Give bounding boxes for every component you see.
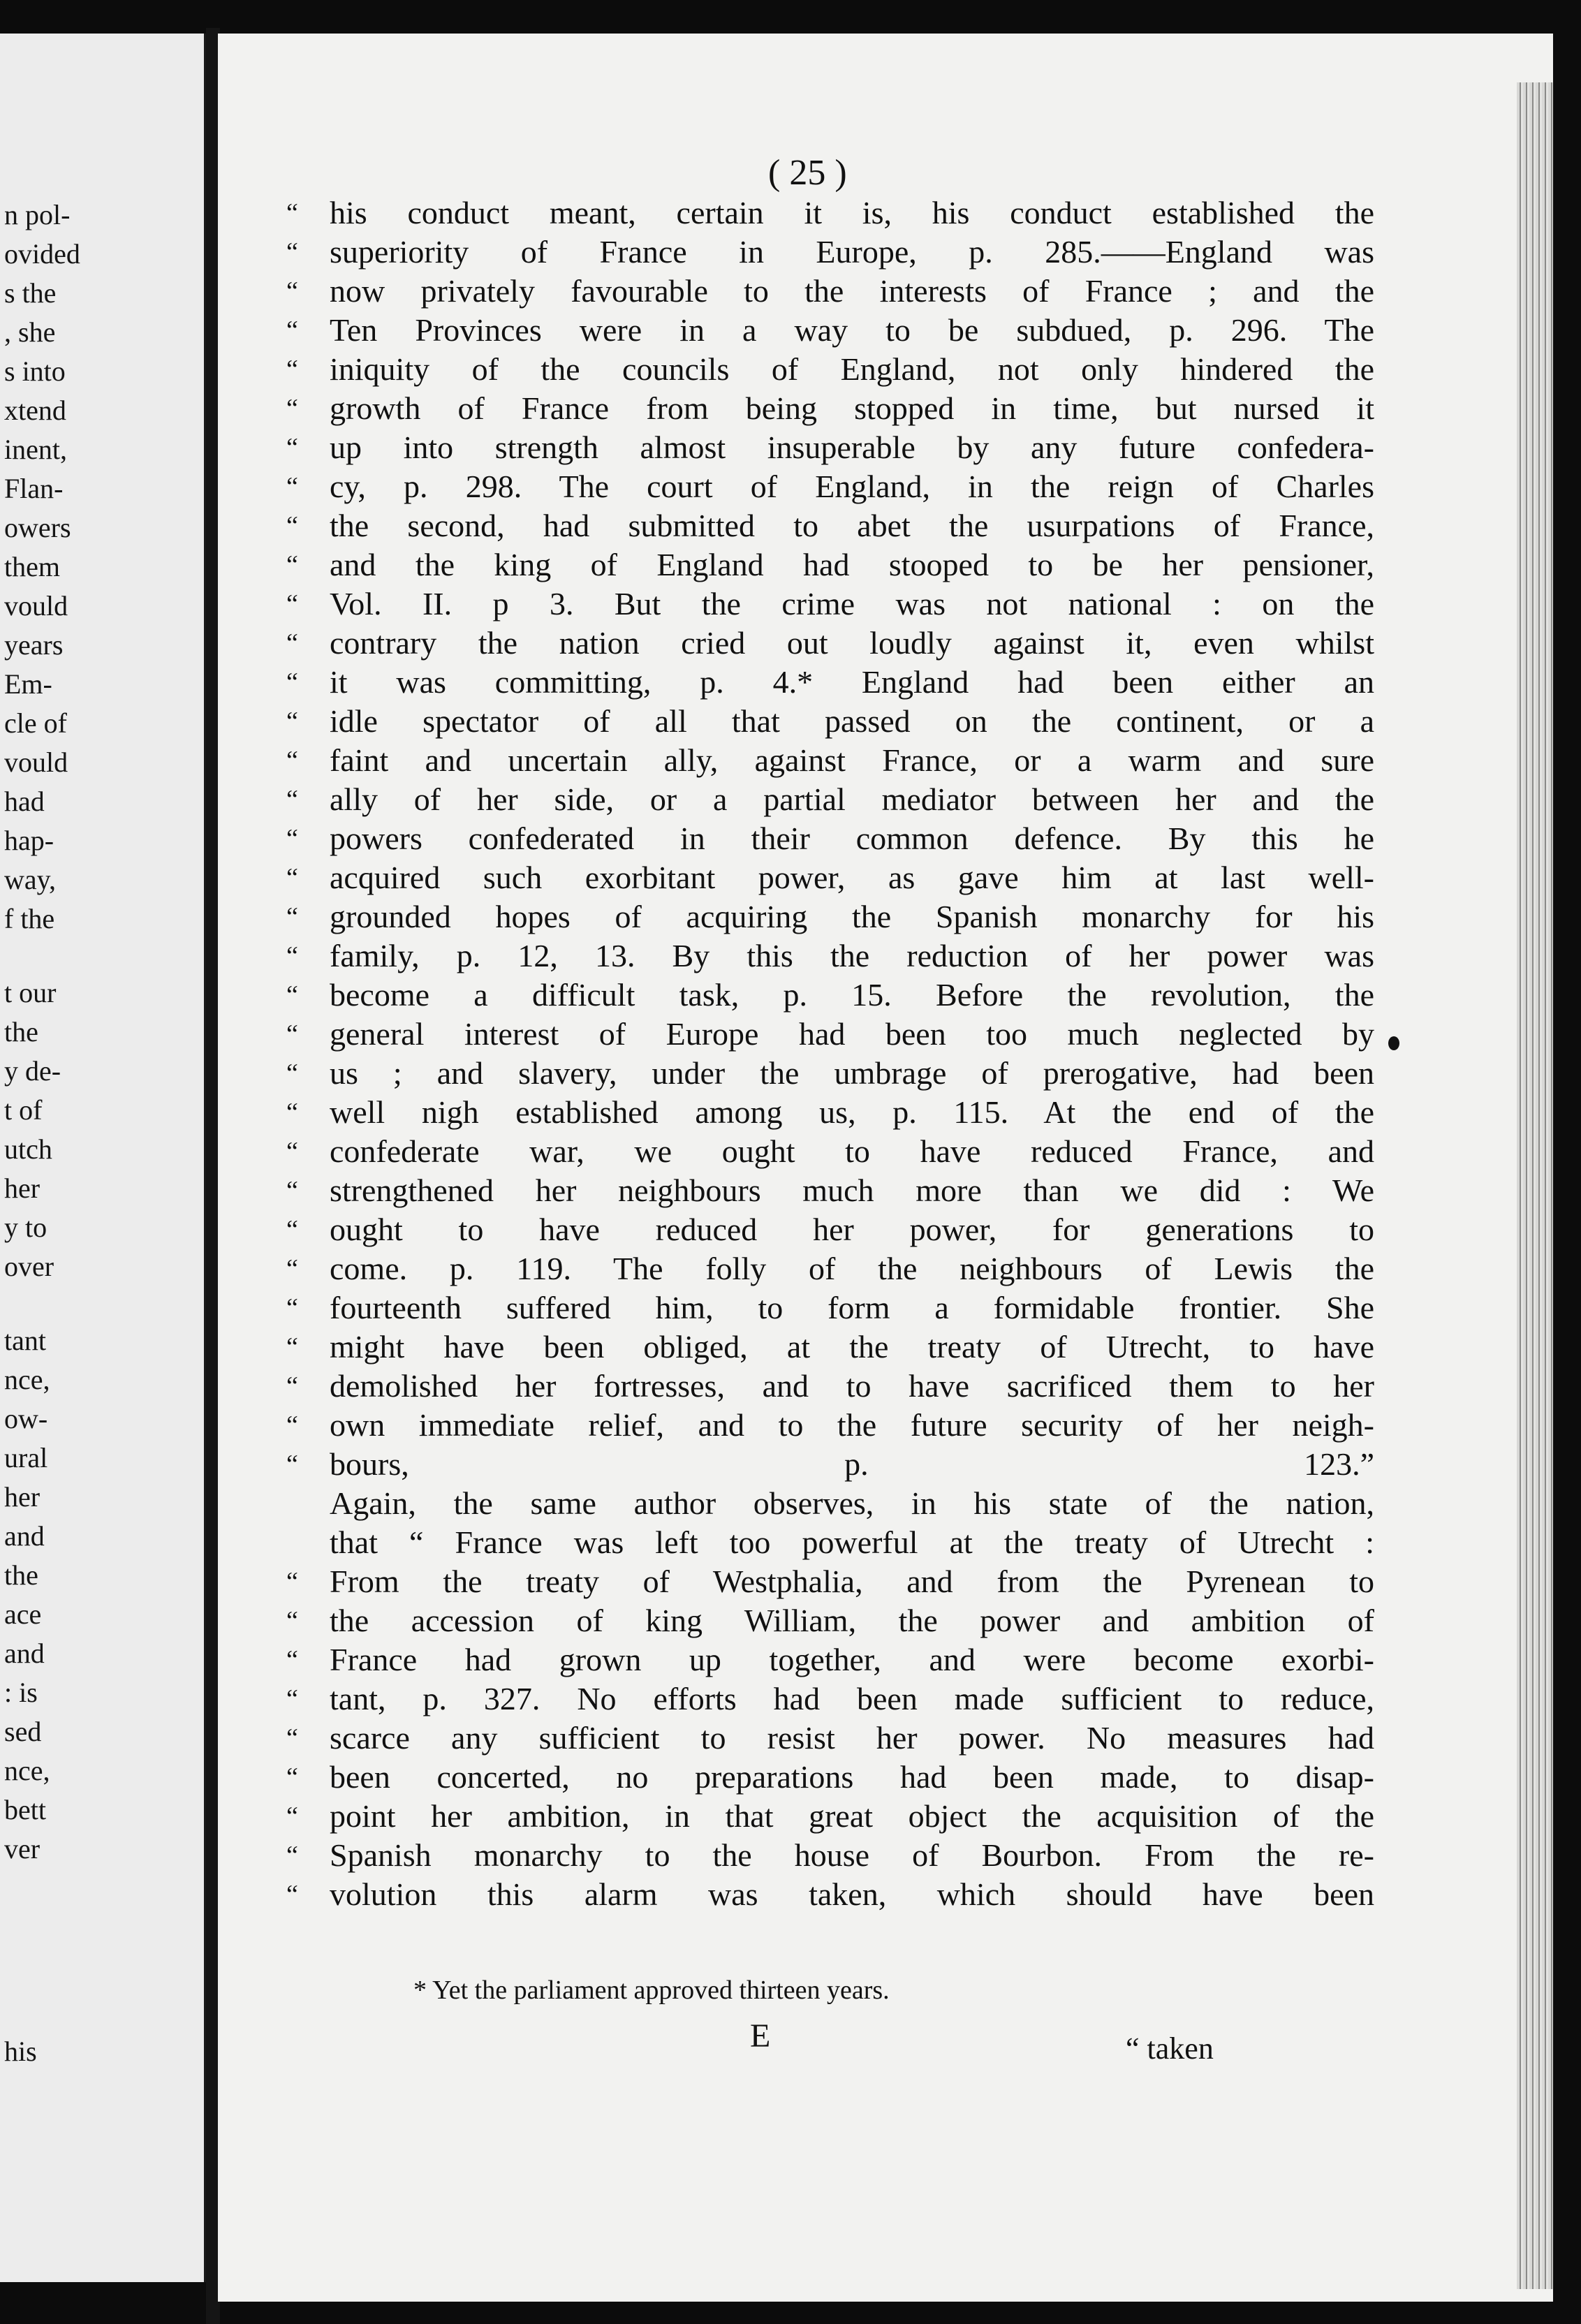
line-text: his conduct meant, certain it is, his conduct established the xyxy=(330,195,1374,230)
line-text: demolished her fortresses, and to have sacrificed them to her xyxy=(330,1368,1374,1404)
text-line xyxy=(286,1758,1374,1796)
line-text: contrary the nation cried out loudly against it, even whilst xyxy=(330,625,1374,661)
text-line xyxy=(286,194,1374,232)
catchword: “ taken xyxy=(1126,2031,1214,2066)
left-page-fragment-text: t of xyxy=(4,1094,43,1126)
quote-mark: “ xyxy=(286,941,298,971)
left-page-fragment-text: and xyxy=(4,1638,45,1669)
line-text: the second, had submitted to abet the usurpations of France, xyxy=(330,508,1374,543)
text-line xyxy=(286,1602,1374,1640)
left-page-fragment-text: f the xyxy=(4,903,55,934)
margin-mark xyxy=(1388,1036,1399,1050)
line-text: well nigh established among us, p. 115. At the end of the xyxy=(330,1094,1374,1130)
text-line xyxy=(286,546,1374,584)
page-edge xyxy=(1517,82,1553,2289)
quote-mark: “ xyxy=(286,1606,298,1635)
quote-mark: “ xyxy=(286,1332,298,1362)
left-page-fragment-text: ace xyxy=(4,1598,42,1630)
text-line xyxy=(286,429,1374,466)
text-line xyxy=(286,1211,1374,1249)
quote-mark: “ xyxy=(286,1645,298,1675)
quote-mark: “ xyxy=(286,863,298,892)
text-line xyxy=(286,859,1374,897)
text-line xyxy=(286,1289,1374,1327)
left-page-fragment-text: his xyxy=(4,2036,37,2067)
text-line xyxy=(286,1054,1374,1092)
line-text: bours, p. 123.” xyxy=(330,1446,1374,1482)
line-text: Spanish monarchy to the house of Bourbon. From the re- xyxy=(330,1837,1374,1873)
left-page-fragment-text: s the xyxy=(4,277,57,309)
line-text: faint and uncertain ally, against France, or a warm and sure xyxy=(330,742,1374,778)
left-page-fragment-text: ural xyxy=(4,1442,48,1473)
line-text: strengthened her neighbours much more than we did : We xyxy=(330,1172,1374,1208)
line-text: ally of her side, or a partial mediator between her and the xyxy=(330,781,1374,817)
left-page-fragment-text: ovided xyxy=(4,238,80,270)
line-text: and the king of England had stooped to be her pensioner, xyxy=(330,547,1374,582)
quote-mark: “ xyxy=(286,1450,298,1479)
left-page-fragment-text: cle of xyxy=(4,707,67,739)
quote-mark: “ xyxy=(286,1802,298,1831)
text-line xyxy=(286,390,1374,427)
quote-mark: “ xyxy=(286,355,298,384)
quote-mark: “ xyxy=(286,1723,298,1753)
quote-mark: “ xyxy=(286,1098,298,1127)
text-line xyxy=(286,1446,1374,1483)
line-text: point her ambition, in that great object the acquisition of the xyxy=(330,1798,1374,1834)
line-text: become a difficult task, p. 15. Before the revolution, the xyxy=(330,977,1374,1013)
quote-mark: “ xyxy=(286,628,298,658)
left-page-fragment-text: : is xyxy=(4,1677,38,1708)
quote-mark: “ xyxy=(286,1763,298,1792)
quote-mark: “ xyxy=(286,707,298,736)
quote-mark: “ xyxy=(286,824,298,853)
quote-mark: “ xyxy=(286,1293,298,1323)
text-line xyxy=(286,1797,1374,1835)
quote-mark: “ xyxy=(286,316,298,345)
line-text: Ten Provinces were in a way to be subdued, p. 296. The xyxy=(330,312,1374,348)
quote-mark: “ xyxy=(286,1020,298,1049)
quote-mark: “ xyxy=(286,1841,298,1870)
left-page-fragment-text: had xyxy=(4,786,45,817)
quote-mark: “ xyxy=(286,550,298,580)
left-page-fragment-text: the xyxy=(4,1016,38,1047)
text-line xyxy=(286,976,1374,1014)
line-text: the accession of king William, the power and ambition of xyxy=(330,1603,1374,1638)
left-page-fragment-text: utch xyxy=(4,1133,52,1165)
line-text: France had grown up together, and were become exorbi- xyxy=(330,1642,1374,1677)
text-line xyxy=(286,1406,1374,1444)
quote-mark: “ xyxy=(286,589,298,619)
text-line xyxy=(286,624,1374,662)
quote-mark: “ xyxy=(286,1254,298,1284)
text-line xyxy=(286,1680,1374,1718)
line-text: iniquity of the councils of England, not only hindered the xyxy=(330,351,1374,387)
line-text: tant, p. 327. No efforts had been made sufficient to reduce, xyxy=(330,1681,1374,1716)
text-line xyxy=(330,1485,1374,1522)
left-page-fragment-text: , she xyxy=(4,316,56,348)
text-line xyxy=(286,351,1374,388)
left-page-fragment xyxy=(0,34,206,2282)
left-page-fragment-text: xtend xyxy=(4,395,66,426)
quote-mark: “ xyxy=(286,1684,298,1714)
line-text: Vol. II. p 3. But the crime was not national : on the xyxy=(330,586,1374,622)
quote-mark: “ xyxy=(286,1176,298,1205)
line-text: superiority of France in Europe, p. 285.——England was xyxy=(330,234,1374,270)
quote-mark: “ xyxy=(286,1411,298,1440)
line-text: cy, p. 298. The court of England, in the reign of Charles xyxy=(330,469,1374,504)
text-line xyxy=(286,1094,1374,1131)
left-page-fragment-text: y de- xyxy=(4,1055,61,1087)
left-page-fragment-text: sed xyxy=(4,1716,42,1747)
left-page-fragment-text: vould xyxy=(4,590,68,622)
left-page-fragment-text: owers xyxy=(4,512,71,543)
text-line xyxy=(286,742,1374,779)
text-line xyxy=(286,507,1374,545)
line-text: come. p. 119. The folly of the neighbours of Lewis the xyxy=(330,1251,1374,1286)
text-line xyxy=(286,663,1374,701)
line-text: acquired such exorbitant power, as gave him at last well- xyxy=(330,860,1374,895)
text-line xyxy=(286,1641,1374,1679)
line-text: confederate war, we ought to have reduced France, and xyxy=(330,1133,1374,1169)
line-text: it was committing, p. 4.* England had been either an xyxy=(330,664,1374,700)
left-page-fragment-text: t our xyxy=(4,977,57,1008)
left-page-fragment-text: nce, xyxy=(4,1755,50,1786)
quote-mark: “ xyxy=(286,746,298,775)
page-header: ( 25 ) xyxy=(768,153,847,193)
quote-mark: “ xyxy=(286,394,298,423)
left-page-fragment-text: over xyxy=(4,1251,54,1282)
text-line xyxy=(286,1837,1374,1874)
quote-mark: “ xyxy=(286,785,298,814)
left-page-fragment-text: Em- xyxy=(4,668,52,700)
text-line xyxy=(286,1172,1374,1209)
text-line xyxy=(286,272,1374,310)
left-page-fragment-text: inent, xyxy=(4,434,67,465)
left-page-fragment-text: ver xyxy=(4,1833,41,1865)
quote-mark: “ xyxy=(286,1371,298,1401)
line-text: been concerted, no preparations had been made, to disap- xyxy=(330,1759,1374,1795)
line-text: grounded hopes of acquiring the Spanish monarchy for his xyxy=(330,899,1374,934)
line-text: own immediate relief, and to the future security of her neigh- xyxy=(330,1407,1374,1443)
text-line xyxy=(286,1367,1374,1405)
quote-mark: “ xyxy=(286,511,298,540)
left-page-fragment-text: the xyxy=(4,1559,38,1591)
left-page-fragment-text: nce, xyxy=(4,1364,50,1395)
line-text: idle spectator of all that passed on the continent, or a xyxy=(330,703,1374,739)
quote-mark: “ xyxy=(286,277,298,306)
text-line xyxy=(286,1133,1374,1170)
line-text: family, p. 12, 13. By this the reduction of her power was xyxy=(330,938,1374,973)
quote-mark: “ xyxy=(286,237,298,267)
footnote: * Yet the parliament approved thirteen years. xyxy=(413,1976,890,2005)
text-line xyxy=(286,1876,1374,1913)
line-text: powers confederated in their common defence. By this he xyxy=(330,821,1374,856)
line-text: might have been obliged, at the treaty of Utrecht, to have xyxy=(330,1329,1374,1365)
text-line xyxy=(286,1328,1374,1366)
text-line xyxy=(286,468,1374,506)
line-text: general interest of Europe had been too much neglected by xyxy=(330,1016,1374,1052)
left-page-fragment-text: and xyxy=(4,1520,45,1552)
line-text: now privately favourable to the interests of France ; and the xyxy=(330,273,1374,309)
line-text: volution this alarm was taken, which should have been xyxy=(330,1876,1374,1912)
left-page-fragment-text: way, xyxy=(4,864,57,895)
line-text: us ; and slavery, under the umbrage of prerogative, had been xyxy=(330,1055,1374,1091)
quote-mark: “ xyxy=(286,1567,298,1596)
quote-mark: “ xyxy=(286,1137,298,1166)
left-page-fragment-text: n pol- xyxy=(4,199,71,230)
text-line xyxy=(286,781,1374,818)
text-line xyxy=(286,1015,1374,1053)
left-page-fragment-text: vould xyxy=(4,747,68,778)
text-line xyxy=(286,820,1374,858)
quote-mark: “ xyxy=(286,1215,298,1244)
text-line xyxy=(286,311,1374,349)
text-line xyxy=(286,1250,1374,1288)
text-line xyxy=(286,233,1374,271)
quote-mark: “ xyxy=(286,1059,298,1088)
left-page-fragment-text: s into xyxy=(4,355,66,387)
quote-mark: “ xyxy=(286,198,298,228)
line-text: scarce any sufficient to resist her power. No measures had xyxy=(330,1720,1374,1756)
left-page-fragment-text: bett xyxy=(4,1794,46,1825)
quote-mark: “ xyxy=(286,472,298,501)
left-page-fragment-text: years xyxy=(4,629,64,661)
line-text: up into strength almost insuperable by any future confedera- xyxy=(330,429,1374,465)
left-page-fragment-text: her xyxy=(4,1481,41,1513)
left-page-fragment-text: tant xyxy=(4,1325,46,1356)
quote-mark: “ xyxy=(286,668,298,697)
line-text: that “ France was left too powerful at the treaty of Utrecht : xyxy=(330,1524,1374,1560)
left-page-fragment-text: her xyxy=(4,1172,41,1204)
text-line xyxy=(286,898,1374,936)
text-line xyxy=(286,1563,1374,1601)
text-line xyxy=(286,703,1374,740)
book-page xyxy=(218,34,1553,2302)
line-text: fourteenth suffered him, to form a formidable frontier. She xyxy=(330,1290,1374,1325)
text-line xyxy=(286,585,1374,623)
quote-mark: “ xyxy=(286,433,298,462)
left-page-fragment-text: y to xyxy=(4,1212,47,1243)
signature-mark: E xyxy=(750,2017,771,2054)
line-text: From the treaty of Westphalia, and from the Pyrenean to xyxy=(330,1564,1374,1599)
quote-mark: “ xyxy=(286,902,298,932)
text-line xyxy=(286,937,1374,975)
text-line xyxy=(286,1719,1374,1757)
line-text: ought to have reduced her power, for generations to xyxy=(330,1212,1374,1247)
left-page-fragment-text: them xyxy=(4,551,60,582)
text-line xyxy=(330,1524,1374,1561)
left-page-fragment-text: Flan- xyxy=(4,473,64,504)
quote-mark: “ xyxy=(286,980,298,1010)
line-text: growth of France from being stopped in time, but nursed it xyxy=(330,390,1374,426)
left-page-fragment-text: ow- xyxy=(4,1403,48,1434)
quote-mark: “ xyxy=(286,1880,298,1909)
line-text: Again, the same author observes, in his state of the nation, xyxy=(330,1485,1374,1521)
left-page-fragment-text: hap- xyxy=(4,825,54,856)
